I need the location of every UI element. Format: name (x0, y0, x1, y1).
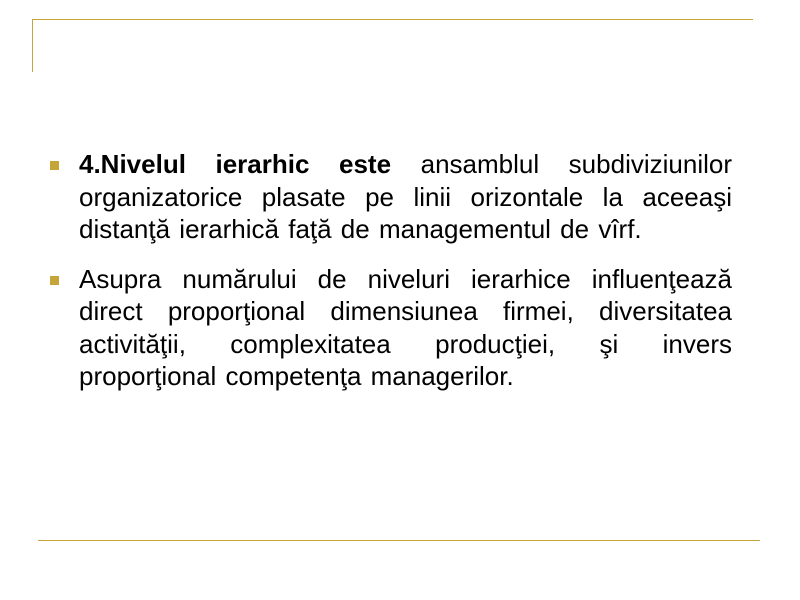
square-bullet-icon (50, 161, 59, 170)
decorative-left-rule (32, 19, 33, 72)
bullet-item-numar-niveluri (48, 263, 732, 393)
decorative-top-rule (32, 19, 753, 20)
square-bullet-icon (50, 276, 59, 285)
slide-body (48, 148, 732, 393)
term-definition-bold: 4.Nivelul ierarhic este (79, 149, 392, 179)
decorative-bottom-rule (38, 540, 760, 541)
bullet-text: ansamblul subdiviziunilor organizatorice plasate pe linii orizontale la aceeaşi distanţă ierarhică faţă de managementul de vîrf. (79, 149, 732, 244)
bullet-item-nivel-ierarhic (48, 148, 732, 246)
bullet-text: Asupra numărului de niveluri ierarhice influenţează direct proporţional dimensiunea firmei, diversitatea activităţii, complexitatea producţiei, şi invers proporţional competenţa managerilor. (79, 263, 732, 391)
